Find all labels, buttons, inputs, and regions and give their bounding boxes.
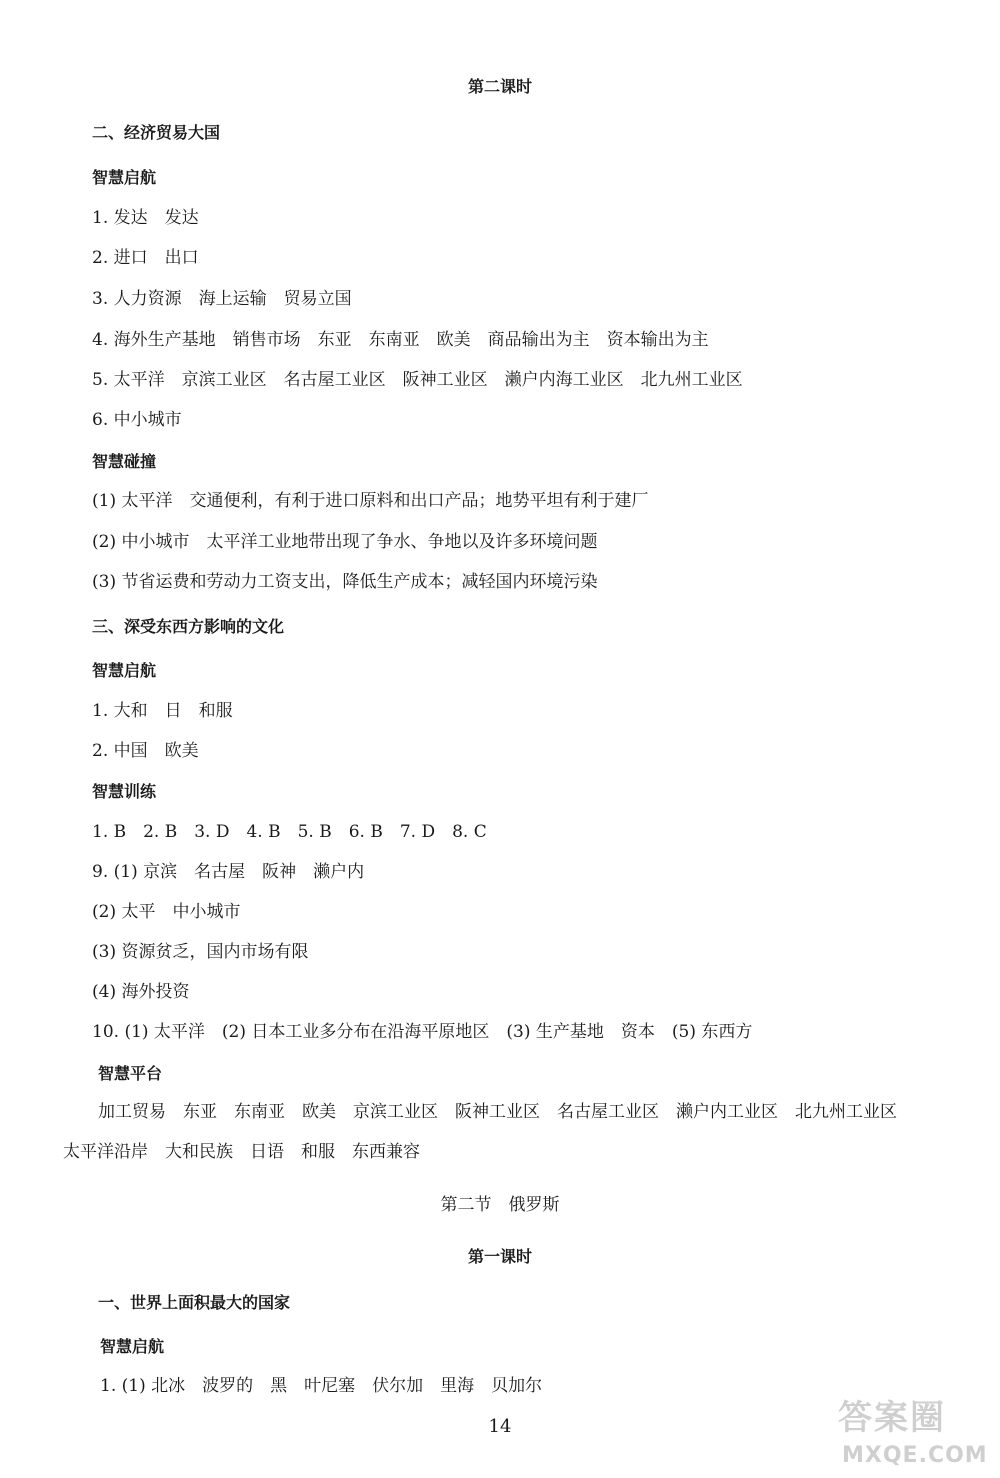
section-title: 三、深受东西方影响的文化: [92, 617, 285, 636]
answer-line: 2. 中国 欧美: [92, 741, 199, 761]
answer-line: (4) 海外投资: [92, 982, 190, 1002]
answer-line: (3) 节省运费和劳动力工资支出，降低生产成本；减轻国内环境污染: [92, 572, 598, 592]
section-heading: 第二节 俄罗斯: [440, 1195, 560, 1215]
answer-line: 4. 海外生产基地 销售市场 东亚 东南亚 欧美 商品输出为主 资本输出为主: [92, 330, 709, 350]
watermark-text-bottom: MXQE.COM: [842, 1443, 988, 1468]
lesson-heading: 第一课时: [467, 1247, 532, 1266]
answer-line: 1. 发达 发达: [92, 208, 199, 228]
answer-line: (1) 太平洋 交通便利，有利于进口原料和出口产品；地势平坦有利于建厂: [92, 491, 649, 511]
answer-line: 6. 中小城市: [92, 410, 182, 430]
subsection-title: 智慧启航: [92, 661, 157, 680]
watermark-logo: [834, 1390, 988, 1468]
subsection-title: 智慧训练: [92, 782, 157, 801]
answer-line: 加工贸易 东亚 东南亚 欧美 京滨工业区 阪神工业区 名古屋工业区 濑户内工业区 北九州工业区: [98, 1102, 897, 1122]
answer-line: (2) 太平 中小城市: [92, 902, 241, 922]
answer-line: (2) 中小城市 太平洋工业地带出现了争水、争地以及许多环境问题: [92, 532, 598, 552]
answer-line: 3. 人力资源 海上运输 贸易立国: [92, 289, 352, 309]
answer-line: 1. (1) 北冰 波罗的 黑 叶尼塞 伏尔加 里海 贝加尔: [100, 1376, 543, 1396]
answer-line: 太平洋沿岸 大和民族 日语 和服 东西兼容: [63, 1142, 420, 1162]
section-title: 二、经济贸易大国: [92, 123, 221, 142]
answer-line: 2. 进口 出口: [92, 248, 199, 268]
lesson-heading: 第二课时: [467, 77, 532, 96]
answer-line: 1. B 2. B 3. D 4. B 5. B 6. B 7. D 8. C: [92, 822, 487, 842]
page-number: 14: [488, 1416, 512, 1437]
subsection-title: 智慧碰撞: [92, 452, 157, 471]
answer-line: 10. (1) 太平洋 (2) 日本工业多分布在沿海平原地区 (3) 生产基地 资本 (5) 东西方: [92, 1022, 753, 1042]
section-title: 一、世界上面积最大的国家: [98, 1293, 291, 1312]
answer-line: 9. (1) 京滨 名古屋 阪神 濑户内: [92, 862, 365, 882]
subsection-title: 智慧平台: [98, 1064, 163, 1083]
answer-line: 1. 大和 日 和服: [92, 701, 233, 721]
subsection-title: 智慧启航: [100, 1337, 165, 1356]
subsection-title: 智慧启航: [92, 168, 157, 187]
answer-line: 5. 太平洋 京滨工业区 名古屋工业区 阪神工业区 濑户内海工业区 北九州工业区: [92, 370, 743, 390]
answer-line: (3) 资源贫乏，国内市场有限: [92, 942, 309, 962]
watermark-text-top: 答案圈: [838, 1398, 946, 1438]
